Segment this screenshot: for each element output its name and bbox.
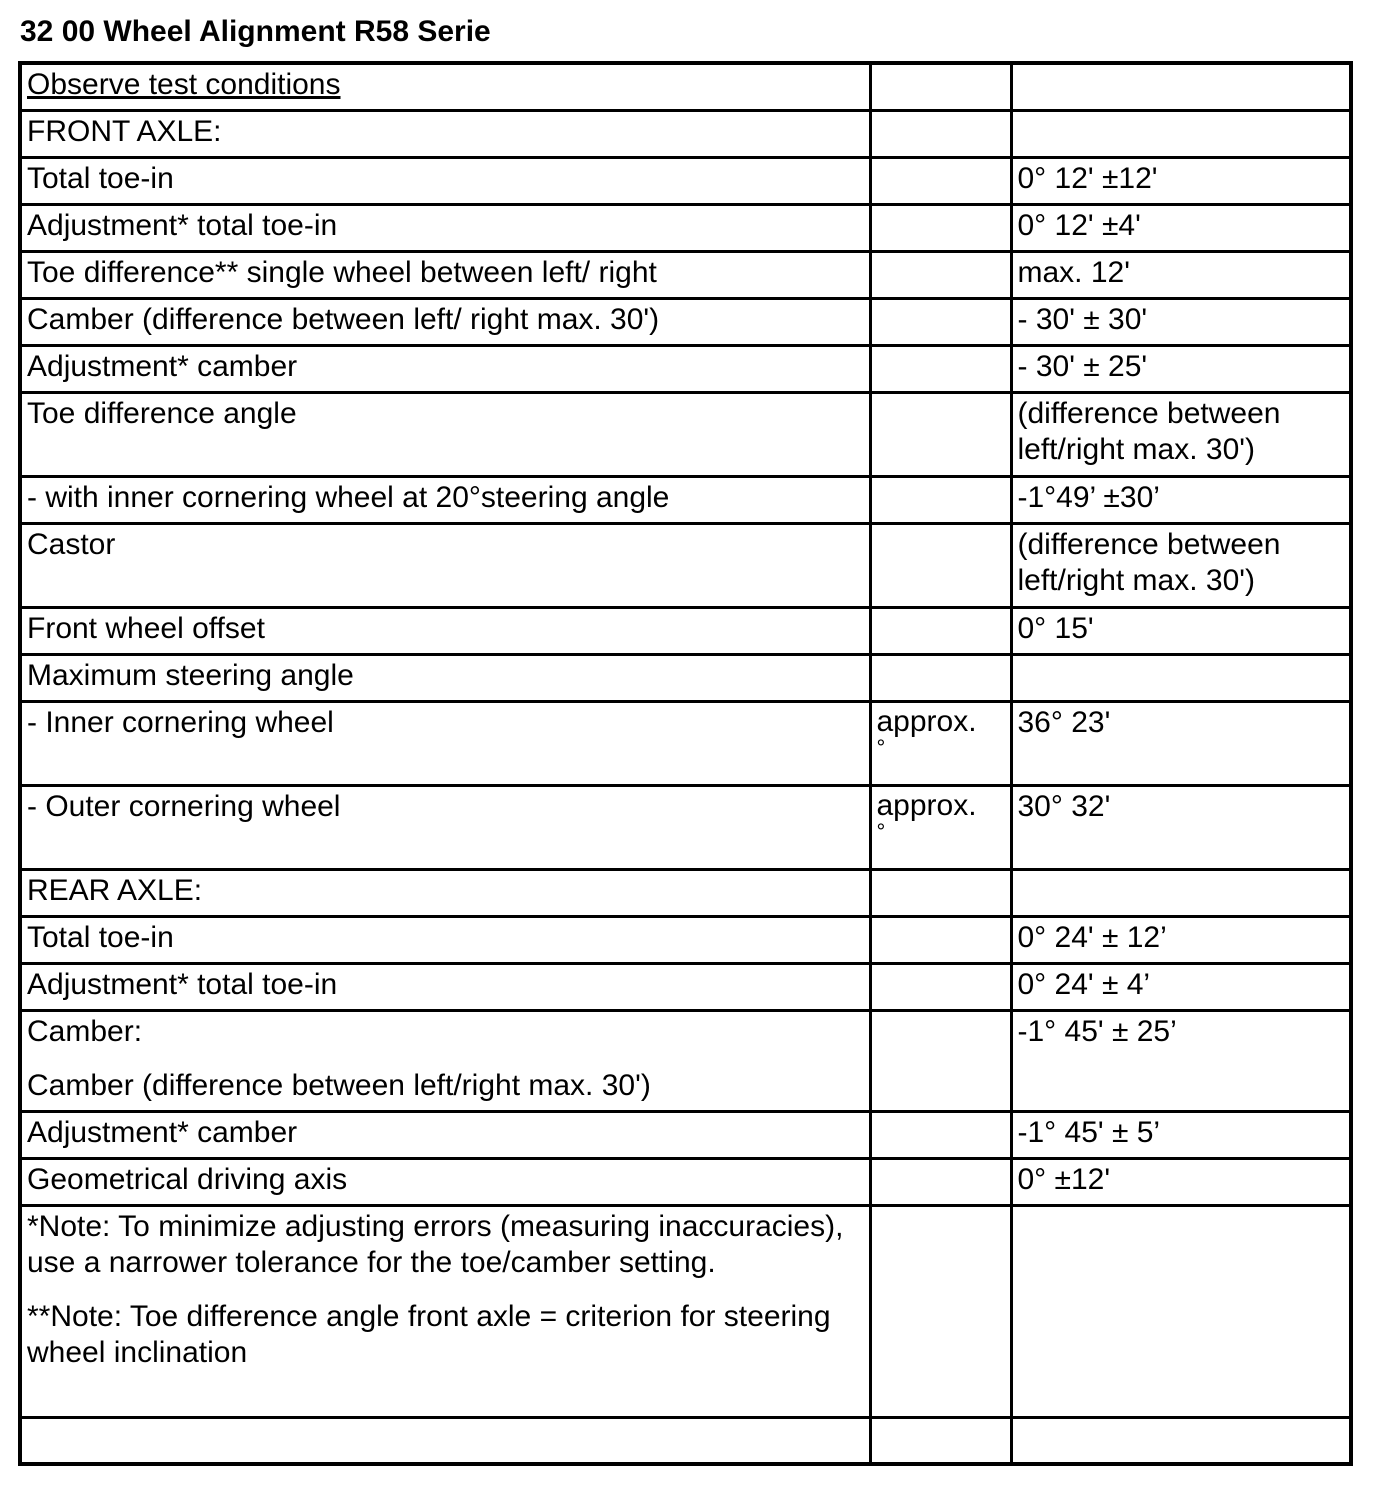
section-heading-rear-axle: REAR AXLE: [20, 869, 870, 916]
row-label: Maximum steering angle [20, 654, 870, 701]
value-cell [1011, 392, 1351, 476]
approx-cell [870, 916, 1011, 963]
wheel-alignment-table [18, 61, 1353, 1466]
notes-cell [20, 1205, 870, 1417]
table-row [20, 157, 1351, 204]
approx-cell [870, 298, 1011, 345]
value-cell: 30° 32' [1011, 785, 1351, 869]
paragraph-spacer [27, 1050, 865, 1068]
value-cell: max. 12' [1011, 251, 1351, 298]
approx-cell [870, 963, 1011, 1010]
row-label: Adjustment* total toe-in [20, 204, 870, 251]
row-label: Adjustment* camber [20, 1111, 870, 1158]
value-cell: 0° ±12' [1011, 1158, 1351, 1205]
value-cell: 36° 23' [1011, 701, 1351, 785]
approx-cell [870, 345, 1011, 392]
approx-cell [870, 701, 1011, 785]
table-row [20, 1205, 1351, 1417]
table-row [20, 345, 1351, 392]
approx-cell [870, 869, 1011, 916]
row-label: Toe difference angle [20, 392, 870, 476]
value-cell [1011, 523, 1351, 607]
row-label: Adjustment* total toe-in [20, 963, 870, 1010]
table-row [20, 963, 1351, 1010]
approx-cell [870, 1158, 1011, 1205]
approx-cell [870, 251, 1011, 298]
value-cell [1011, 1205, 1351, 1417]
paragraph-spacer [27, 1281, 865, 1299]
row-label: - Outer cornering wheel [20, 785, 870, 869]
table-row [20, 392, 1351, 476]
row-label: Total toe-in [20, 916, 870, 963]
value-cell [1011, 654, 1351, 701]
row-label: Front wheel offset [20, 607, 870, 654]
value-cell: 0° 24' ± 4’ [1011, 963, 1351, 1010]
approx-cell [870, 1010, 1011, 1111]
row-label: Castor [20, 523, 870, 607]
value-line: left/right max. 30') [1017, 563, 1255, 597]
approx-cell [870, 392, 1011, 476]
value-cell: 0° 24' ± 12’ [1011, 916, 1351, 963]
value-cell: -1° 45' ± 25’ [1011, 1010, 1351, 1111]
row-label: Adjustment* camber [20, 345, 870, 392]
value-cell: -1° 45' ± 5’ [1011, 1111, 1351, 1158]
approx-cell [870, 204, 1011, 251]
value-cell: - 30' ± 25' [1011, 345, 1351, 392]
value-cell [1011, 63, 1351, 110]
value-line: (difference between [1017, 527, 1281, 561]
label-line: Camber: [27, 1014, 143, 1048]
table-row [20, 110, 1351, 157]
value-line: left/right max. 30') [1017, 432, 1255, 466]
approx-cell [870, 523, 1011, 607]
table-row [20, 785, 1351, 869]
table-row [20, 1158, 1351, 1205]
approx-cell [870, 1205, 1011, 1417]
approx-cell [870, 476, 1011, 523]
row-label: - Inner cornering wheel [20, 701, 870, 785]
value-cell: 0° 15' [1011, 607, 1351, 654]
row-label [20, 1010, 870, 1111]
approx-text: approx. [876, 788, 977, 822]
approx-cell [870, 1417, 1011, 1464]
row-label: Camber (difference between left/ right max. 30') [20, 298, 870, 345]
value-cell: -1°49’ ±30’ [1011, 476, 1351, 523]
table-row [20, 1010, 1351, 1111]
table-row [20, 869, 1351, 916]
value-cell: - 30' ± 30' [1011, 298, 1351, 345]
approx-cell [870, 1111, 1011, 1158]
table-row [20, 523, 1351, 607]
degree-symbol: ° [876, 734, 886, 760]
table-row [20, 654, 1351, 701]
section-heading-front-axle: FRONT AXLE: [20, 110, 870, 157]
note-adjusting-errors: *Note: To minimize adjusting errors (measuring inaccuracies), use a narrower tolerance for the toe/camber setting. [27, 1209, 844, 1279]
approx-cell [870, 654, 1011, 701]
degree-symbol: ° [876, 818, 886, 844]
table-row [20, 204, 1351, 251]
value-line: (difference between [1017, 396, 1281, 430]
test-conditions-link: Observe test conditions [27, 68, 341, 101]
row-label [20, 1417, 870, 1464]
row-label: Toe difference** single wheel between left/ right [20, 251, 870, 298]
row-label [20, 63, 870, 110]
table-row [20, 607, 1351, 654]
table-row [20, 63, 1351, 110]
approx-cell [870, 157, 1011, 204]
approx-cell [870, 110, 1011, 157]
table-row [20, 298, 1351, 345]
table-row [20, 1417, 1351, 1464]
note-toe-difference: **Note: Toe difference angle front axle = criterion for steering wheel inclination [27, 1299, 831, 1369]
document-title: 32 00 Wheel Alignment R58 Serie [20, 15, 491, 48]
value-cell [1011, 110, 1351, 157]
value-cell [1011, 1417, 1351, 1464]
approx-cell [870, 63, 1011, 110]
table-row [20, 916, 1351, 963]
approx-cell [870, 785, 1011, 869]
row-label: - with inner cornering wheel at 20°steering angle [20, 476, 870, 523]
value-cell: 0° 12' ±12' [1011, 157, 1351, 204]
approx-text: approx. [876, 704, 977, 738]
approx-cell [870, 607, 1011, 654]
table-row [20, 1111, 1351, 1158]
row-label: Total toe-in [20, 157, 870, 204]
table-row [20, 701, 1351, 785]
value-cell: 0° 12' ±4' [1011, 204, 1351, 251]
value-cell [1011, 869, 1351, 916]
row-label: Geometrical driving axis [20, 1158, 870, 1205]
label-line: Camber (difference between left/right max. 30') [27, 1068, 651, 1102]
table-row [20, 251, 1351, 298]
table-row [20, 476, 1351, 523]
